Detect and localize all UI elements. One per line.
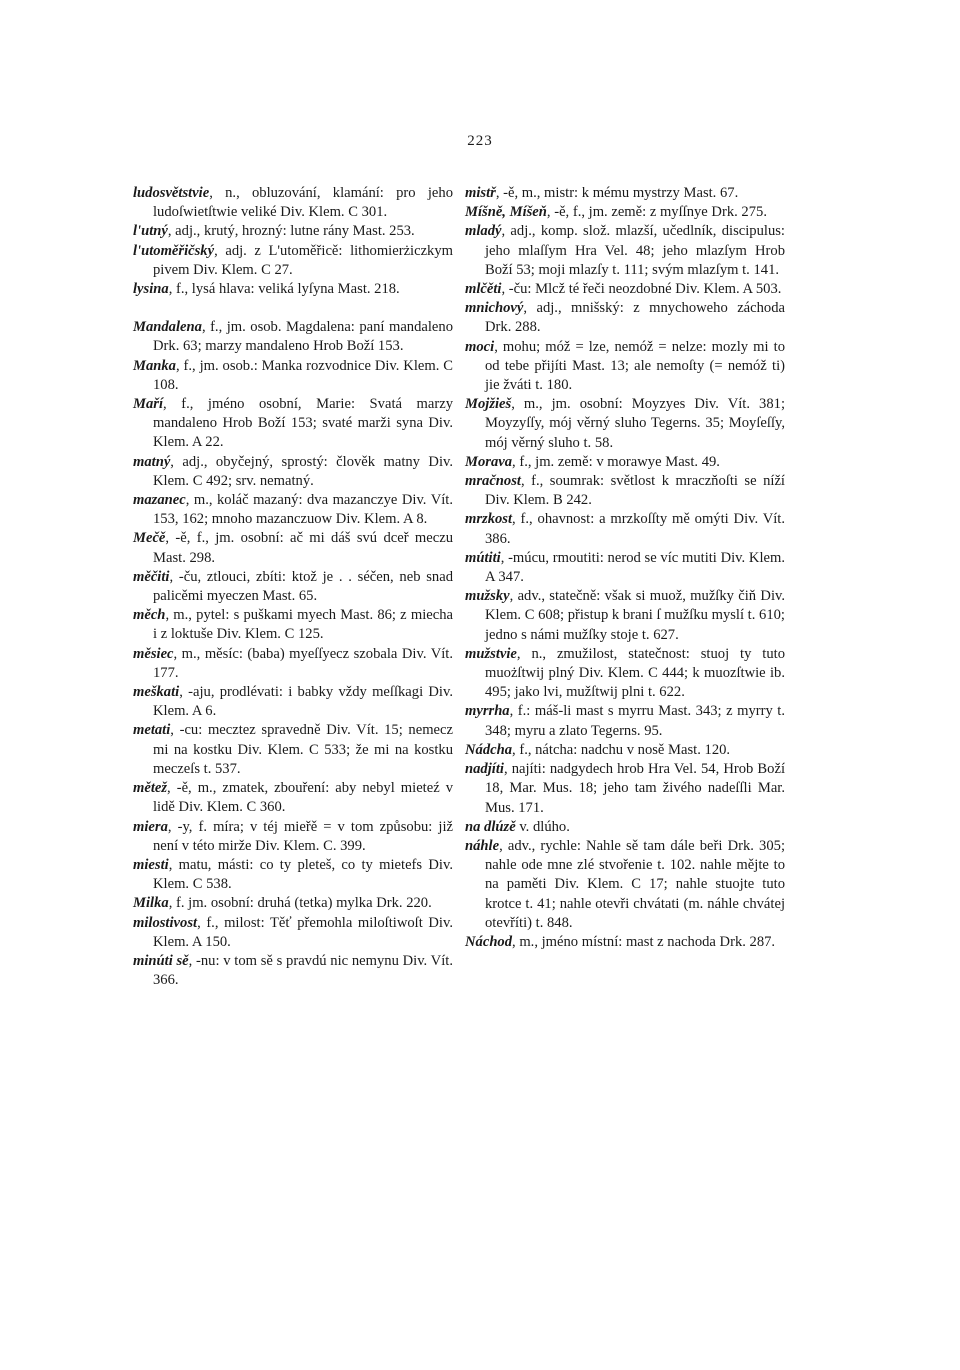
dictionary-entry	[133, 184, 453, 222]
entry-definition: , f., milost: Těť přemohla miloſtiwoſt Div. Klem. A 150.	[153, 914, 453, 950]
dictionary-entry	[465, 203, 785, 222]
entry-definition: , adj., komp. slož. mlazší, učedlník, discipulus: jeho mlaſſym Hra Vel. 48; jeho mlazſym Hrob Boží 53; moji mlazſy t. 111; svým mlazſym t. 141.	[485, 223, 785, 278]
entry-definition: , -múcu, rmoutiti: nerod se víc mutiti Div. Klem. A 347.	[485, 549, 785, 586]
entry-headword: l'utoměřičský	[133, 242, 215, 259]
entry-definition: , mohu; móž = lze, nemóž = nelze: mozly mi to od tebe přijíti Mast. 13; ale nemoſty (= nemóž ti) jie žváti t. 180.	[485, 338, 785, 394]
dictionary-entry	[133, 357, 453, 395]
entry-definition: , -aju, prodlévati: i babky vždy meſſkagi Div. Klem. A 6.	[153, 684, 453, 720]
dictionary-entry	[133, 529, 453, 567]
dictionary-entry	[133, 568, 453, 606]
entry-headword: mnichový	[465, 300, 524, 317]
entry-headword: Milka	[133, 895, 169, 912]
entry-definition: , adv., statečně: však si muož, mužſky čiň Div. Klem. C 608; přistup k brani ſ mužſku myslí t. 610; jedno s námi mužſky stoje t. 627.	[485, 588, 785, 643]
entry-definition: , f.: máš-li mast s myrru Mast. 343; z myrry t. 348; myru a zlato Tegerns. 95.	[485, 703, 785, 739]
dictionary-entry	[133, 242, 453, 280]
dictionary-entry	[133, 606, 453, 644]
entry-headword: mrzkost	[465, 511, 513, 528]
dictionary-entry	[465, 510, 785, 548]
dictionary-entry	[133, 818, 453, 856]
entry-definition: , n., zmužilost, statečnost: stuoj ty tuto muożſtwij plný Div. Klem. C 444; k muozſtwie ib. 495; jako lvi, mužſtwij plni t. 622.	[485, 645, 785, 701]
dictionary-entry	[465, 818, 785, 837]
dictionary-entry	[133, 894, 453, 913]
entry-definition: , -ču, ztlouci, zbíti: ktož je . . séčen, neb snad palicěmi myeczen Mast. 65.	[153, 568, 453, 605]
entry-definition: , m., jméno místní: mast z nachoda Drk. 287.	[512, 933, 776, 950]
dictionary-entry	[465, 702, 785, 740]
entry-headword: milostivost	[133, 914, 198, 931]
entry-headword: Mojžieš	[465, 396, 512, 413]
entry-definition: v. dlúho.	[515, 818, 570, 835]
entry-definition: , -ě, f., jm. země: z myſſnye Drk. 275.	[546, 204, 767, 221]
entry-headword: Morava	[465, 453, 513, 470]
entry-headword: mazanec	[133, 492, 186, 509]
entry-headword: myrrha	[465, 703, 510, 720]
entry-definition: , f., nátcha: nadchu v nosě Mast. 120.	[512, 741, 731, 758]
entry-headword: měch	[133, 607, 166, 624]
entry-definition: , -y, f. míra; v téj mieřě = v tom způsobu: již není v této mirže Div. Klem. C. 399.	[153, 818, 453, 854]
entry-headword: mladý	[465, 223, 502, 240]
dictionary-entry	[133, 318, 453, 356]
entry-definition: , matu, másti: co ty pleteš, co ty mietefs Div. Klem. C 538.	[153, 856, 453, 893]
entry-definition: , n., obluzování, klamání: pro jeho ludoſwietſtwie veliké Div. Klem. C 301.	[153, 185, 453, 221]
dictionary-entry	[465, 222, 785, 280]
dictionary-entry	[465, 549, 785, 587]
entry-headword: mlčěti	[465, 281, 502, 298]
entry-definition: , f., lysá hlava: veliká lyſyna Mast. 218.	[168, 281, 400, 298]
dictionary-entry	[465, 472, 785, 510]
dictionary-entry	[465, 299, 785, 337]
entry-definition: , f., jméno osobní, Marie: Svatá marzy mandaleno Hrob Boží 153; svaté marži syna Div. Klem. A 22.	[153, 396, 453, 451]
entry-headword: Nádcha	[465, 741, 513, 758]
dictionary-entry	[465, 837, 785, 933]
entry-headword: Mandalena	[133, 319, 202, 336]
entry-definition: , -ě, m., zmatek, zbouření: aby nebyl mieteź v lidě Div. Klem. C 360.	[153, 780, 453, 816]
entry-headword: mužsky	[465, 588, 510, 605]
entry-definition: , f., ohavnost: a mrzkoſſty mě omýti Div. Vít. 386.	[485, 511, 785, 547]
entry-definition: , -nu: v tom sě s pravdú nic nemynu Div. Vít. 366.	[153, 952, 453, 989]
entry-definition: , f., jm. země: v morawye Mast. 49.	[512, 453, 720, 470]
entry-headword: měčiti	[133, 568, 170, 585]
entry-headword: mětež	[133, 780, 168, 797]
dictionary-entry	[465, 395, 785, 453]
entry-headword: Maří	[133, 396, 164, 413]
dictionary-entry	[465, 338, 785, 396]
entry-definition: , -ču: Mlcž té řeči neozdobné Div. Klem. A 503.	[501, 281, 782, 298]
entry-headword: Manka	[133, 357, 176, 374]
dictionary-entry	[465, 280, 785, 299]
entry-headword: ludosvětstvie	[133, 185, 210, 201]
dictionary-entry	[133, 222, 453, 241]
entry-headword: nadjíti	[465, 761, 504, 778]
dictionary-entry	[133, 453, 453, 491]
dictionary-entry	[465, 453, 785, 472]
entry-headword: Míšně, Míšeň	[465, 204, 547, 221]
entry-headword: miera	[133, 818, 168, 835]
dictionary-entry	[133, 280, 453, 299]
dictionary-entry	[465, 760, 785, 818]
dictionary-entry	[465, 184, 785, 203]
entry-definition: , f., soumrak: světlost k mraczňoſti se níží Div. Klem. B 242.	[485, 473, 785, 509]
entry-definition: , -cu: mecztez spravedně Div. Vít. 15; nemecz mi na kostku Div. Klem. C 533; že mi na kostku meczeſs t. 537.	[153, 722, 453, 777]
entry-definition: , -ě, m., mistr: k mému mystrzy Mast. 67.	[495, 185, 739, 201]
entry-definition: , najíti: nadgydech hrob Hra Vel. 54, Hrob Boží 18, Mar. Mus. 18; jeho tam živého nadeſſli Mar. Mus. 171.	[485, 761, 785, 816]
entry-definition: , f. jm. osobní: druhá (tetka) mylka Drk. 220.	[168, 895, 432, 912]
entry-definition: , f., jm. osob. Magdalena: paní mandaleno Drk. 63; marzy mandaleno Hrob Boží 153.	[153, 319, 453, 355]
entry-headword: měsiec	[133, 645, 174, 662]
entry-definition: , adj. z L'utoměřicě: lithomierżiczkym pivem Div. Klem. C 27.	[153, 242, 453, 278]
entry-headword: moci	[465, 338, 495, 355]
dictionary-entry	[133, 779, 453, 817]
entry-headword: na dlúzě	[465, 818, 516, 835]
entry-headword: mistř	[465, 185, 496, 201]
right-column	[465, 184, 785, 952]
dictionary-entry	[133, 645, 453, 683]
entry-headword: mračnost	[465, 473, 521, 490]
entry-headword: Náchod	[465, 933, 513, 950]
entry-headword: miesti	[133, 856, 169, 873]
entry-headword: metati	[133, 722, 171, 739]
entry-definition: , -ě, f., jm. osobní: ač mi dáš svú dceř meczu Mast. 298.	[153, 530, 453, 566]
dictionary-entry	[133, 491, 453, 529]
dictionary-entry	[133, 395, 453, 453]
entry-definition: , m., pytel: s puškami myech Mast. 86; z miecha i z loktuše Div. Klem. C 125.	[153, 607, 453, 643]
dictionary-entry	[133, 683, 453, 721]
entry-headword: l'utný	[133, 223, 168, 240]
dictionary-entry	[133, 856, 453, 894]
entry-definition: , adj., obyčejný, sprostý: člověk matny Div. Klem. C 492; srv. nematný.	[153, 453, 453, 489]
dictionary-entry	[133, 952, 453, 990]
entry-definition: , f., jm. osob.: Manka rozvodnice Div. Klem. C 108.	[153, 357, 453, 393]
entry-headword: lysina	[133, 281, 169, 298]
entry-headword: náhle	[465, 837, 500, 854]
entry-headword: mútiti	[465, 549, 501, 566]
dictionary-entry	[133, 914, 453, 952]
entry-headword: Mečě	[133, 530, 166, 547]
entry-definition: , adj., krutý, hrozný: lutne rány Mast. 253.	[167, 223, 415, 240]
left-column	[133, 184, 453, 990]
dictionary-entry	[465, 587, 785, 645]
dictionary-entry	[465, 645, 785, 703]
dictionary-entry	[465, 741, 785, 760]
dictionary-entry	[465, 933, 785, 952]
entry-definition: , m., měsíc: (baba) myeſſyecz szobala Div. Vít. 177.	[153, 645, 453, 681]
entry-definition: , adv., rychle: Nahle sě tam dále beři Drk. 305; nahle ode mne zlé stvořenie t. 102. nahle mějte to na paměti Div. Klem. C 17; nahle stuojte tuto krotce t. 41; nahle otevři chvátati (m. náhle chvátej otevříti) t. 848.	[485, 837, 785, 931]
entry-headword: minúti sě	[133, 952, 189, 969]
entry-definition: , adj., mnišský: z mnychoweho záchoda Drk. 288.	[485, 300, 785, 336]
entry-definition: , m., koláč mazaný: dva mazanczye Div. Vít. 153, 162; mnoho mazanczuow Div. Klem. A 8.	[153, 492, 453, 528]
page-number: 223	[467, 133, 493, 149]
entry-headword: matný	[133, 453, 171, 470]
entry-definition: , m., jm. osobní: Moyzyes Div. Vít. 381; Moyzyſſy, mój věrný sluho Tegerns. 35; Moyſeſſy, mój věrný sluho t. 58.	[485, 396, 785, 451]
dictionary-entry	[133, 721, 453, 779]
entry-headword: meškati	[133, 684, 180, 701]
entry-headword: mužstvie	[465, 645, 517, 662]
